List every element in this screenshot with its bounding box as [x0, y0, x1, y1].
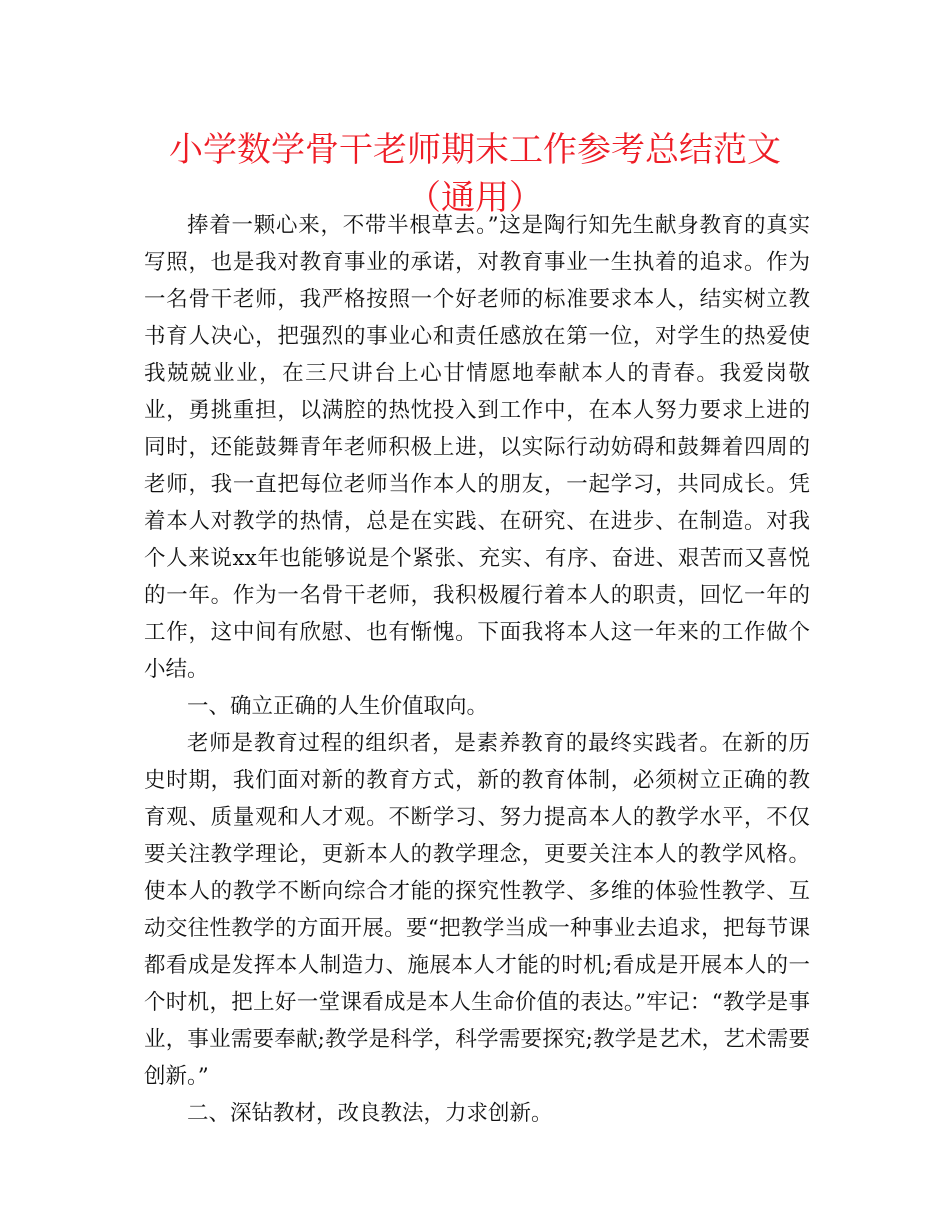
section-heading-1: 一、确立正确的人生价值取向。: [187, 694, 489, 719]
document-title: 小学数学骨干老师期末工作参考总结范文（通用）: [169, 130, 781, 218]
section-heading-2: 二、深钻教材，改良教法，力求创新。: [187, 1101, 553, 1126]
paragraph-intro: 捧着一颗心来，不带半根草去。”这是陶行知先生献身教育的真实写照，也是我对教育事业的承诺，对教育事业一生执着的追求。作为一名骨干老师，我严格按照一个好老师的标准要求本人，结实树立教书育人决心，把强烈的事业心和责任感放在第一位，对学生的热爱使我兢兢业业，在三尺讲台上心甘情愿地奉献本人的青春。我爱岗敬业，勇挑重担，以满腔的热忱投入到工作中，在本人努力要求上进的同时，还能鼓舞青年老师积极上进，以实际行动妨碍和鼓舞着四周的老师，我一直把每位老师当作本人的朋友，一起学习，共同成长。凭着本人对教学的热情，总是在实践、在研究、在进步、在制造。对我个人来说xx年也能够说是个紧张、充实、有序、奋进、艰苦而又喜悦的一年。作为一名骨干老师，我积极履行着本人的职责，回忆一年的工作，这中间有欣慰、也有惭愧。下面我将本人这一年来的工作做个小结。: [144, 213, 810, 682]
paragraph-section-1: 老师是教育过程的组织者，是素养教育的最终实践者。在新的历史时期，我们面对新的教育方式，新的教育体制，必须树立正确的教育观、质量观和人才观。不断学习、努力提高本人的教学水平，不仅要关注教学理论，更新本人的教学理念，更要关注本人的教学风格。使本人的教学不断向综合才能的探究性教学、多维的体验性教学、互动交往性教学的方面开展。要“把教学当成一种事业去追求，把每节课都看成是发挥本人制造力、施展本人才能的时机;看成是开展本人的一个时机，把上好一堂课看成是本人生命价值的表达。”牢记：“教学是事业，事业需要奉献;教学是科学，科学需要探究;教学是艺术，艺术需要创新。”: [144, 731, 810, 1089]
document-body: [144, 207, 810, 1132]
